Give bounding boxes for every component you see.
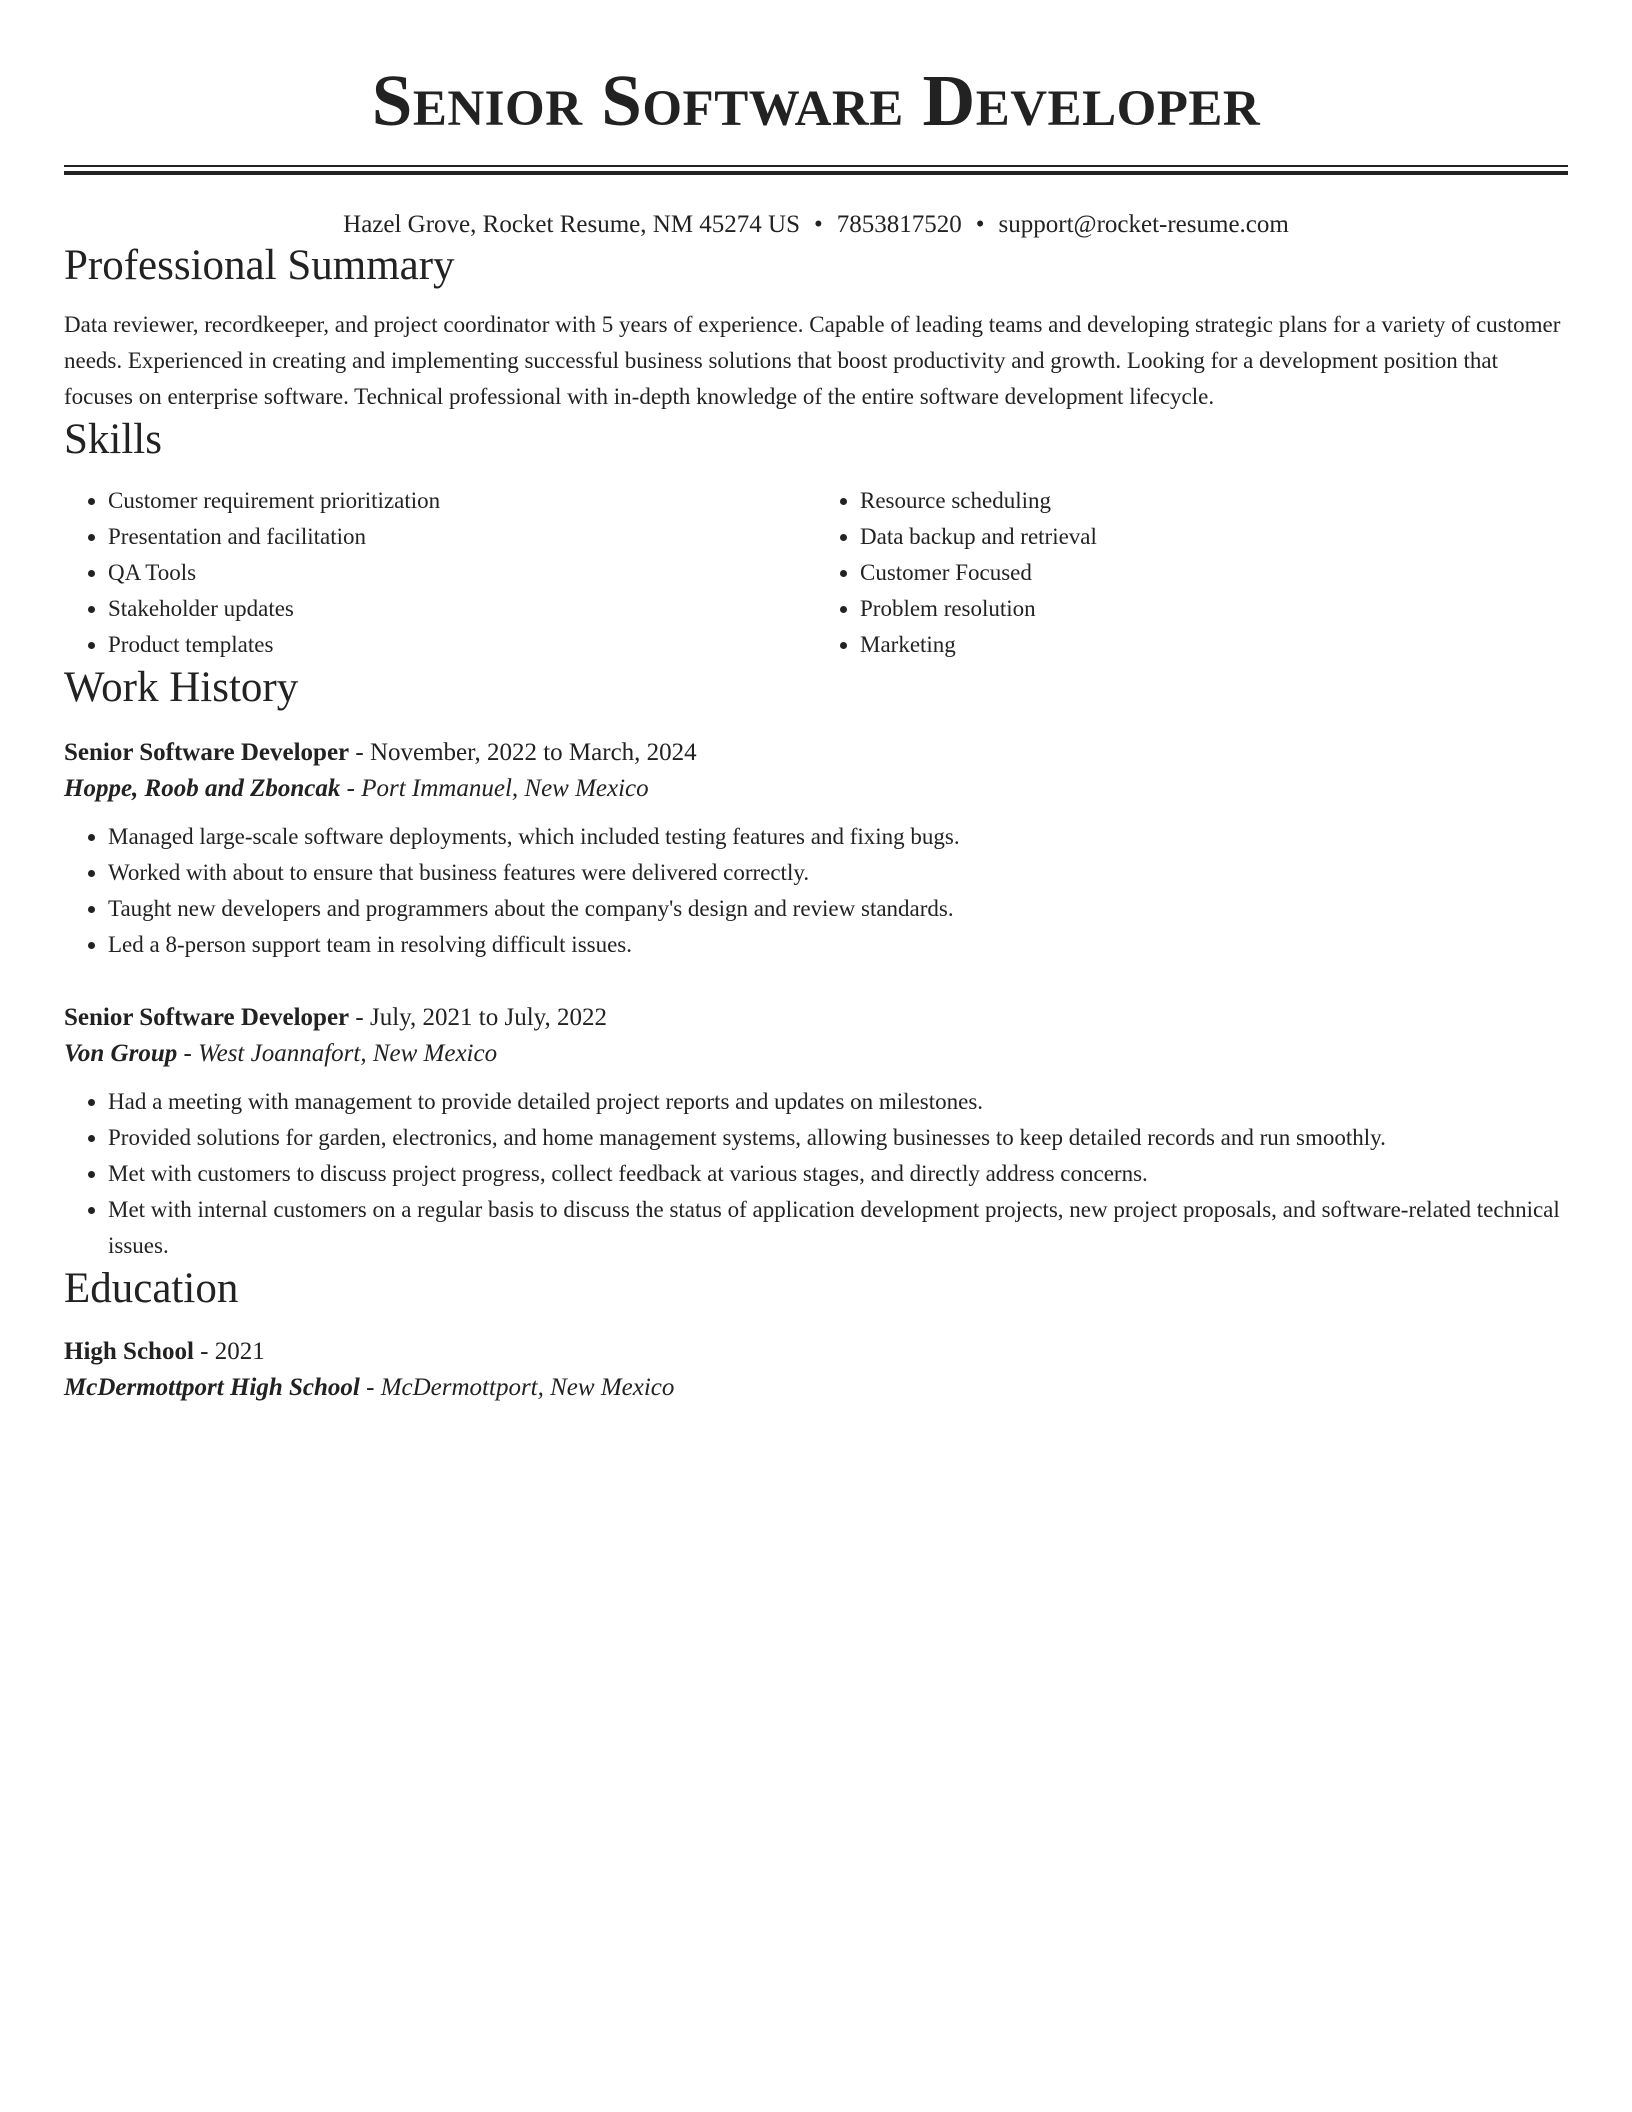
job-company: Hoppe, Roob and Zboncak	[64, 775, 341, 802]
skill-item: • Problem resolution	[860, 591, 1568, 627]
job-title: Senior Software Developer	[64, 739, 350, 766]
job-dates: - November, 2022 to March, 2024	[349, 739, 697, 766]
education-degree: High School	[64, 1338, 194, 1365]
education-school-line	[64, 1370, 1568, 1406]
job-company-line	[64, 1036, 1568, 1072]
job-title: Senior Software Developer	[64, 1004, 350, 1031]
skill-item: • Stakeholder updates	[108, 591, 816, 627]
contact-separator: •	[975, 211, 985, 238]
job-bullet: • Taught new developers and programmers about the company's design and review standards.	[108, 891, 1568, 927]
contact-line	[64, 209, 1568, 241]
job-bullet: • Led a 8-person support team in resolving difficult issues.	[108, 927, 1568, 963]
job-location: - West Joannafort, New Mexico	[177, 1040, 498, 1067]
contact-phone: 7853817520	[836, 211, 962, 238]
skill-item: • QA Tools	[108, 555, 816, 591]
header-divider	[64, 165, 1568, 175]
skill-item: • Presentation and facilitation	[108, 519, 816, 555]
skills-column-right	[816, 483, 1568, 663]
section-title-education: Education	[64, 1265, 239, 1312]
section-title-skills: Skills	[64, 416, 162, 463]
skill-item: • Resource scheduling	[860, 483, 1568, 519]
job-title-line	[64, 1000, 1568, 1036]
skill-item: • Data backup and retrieval	[860, 519, 1568, 555]
job-bullet: • Met with customers to discuss project progress, collect feedback at various stages, and directly address concerns.	[108, 1156, 1568, 1192]
job-bullet: • Worked with about to ensure that business features were delivered correctly.	[108, 855, 1568, 891]
job-company-line	[64, 771, 1568, 807]
job-entry	[64, 1000, 1568, 1264]
summary-text: Data reviewer, recordkeeper, and project coordinator with 5 years of experience. Capable of leading teams and developing strategic plans for a variety of customer needs. Experienced in creating and implementing successful business solutions that boost productivity and growth. Looking for a development position that focuses on enterprise software. Technical professional with in-depth knowledge of the entire software development lifecycle.	[64, 312, 1561, 409]
job-title-line	[64, 735, 1568, 771]
job-bullet: • Provided solutions for garden, electronics, and home management systems, allowing businesses to keep detailed records and run smoothly.	[108, 1120, 1568, 1156]
job-bullets	[64, 1084, 1568, 1264]
education-degree-line	[64, 1334, 1568, 1370]
contact-address: Hazel Grove, Rocket Resume, NM 45274 US	[343, 211, 801, 238]
contact-email: support@rocket-resume.com	[998, 211, 1289, 238]
job-bullets	[64, 819, 1568, 963]
skill-item: • Customer Focused	[860, 555, 1568, 591]
job-bullet: • Managed large-scale software deployments, which included testing features and fixing bugs.	[108, 819, 1568, 855]
job-entry	[64, 735, 1568, 963]
section-title-summary: Professional Summary	[64, 242, 455, 289]
job-dates: - July, 2021 to July, 2022	[349, 1004, 608, 1031]
education-entry	[64, 1334, 1568, 1406]
job-company: Von Group	[64, 1040, 178, 1067]
job-bullet: • Had a meeting with management to provide detailed project reports and updates on milestones.	[108, 1084, 1568, 1120]
skills-list	[64, 483, 1568, 663]
skill-item: • Marketing	[860, 627, 1568, 663]
job-bullet: • Met with internal customers on a regular basis to discuss the status of application development projects, new project proposals, and software-related technical issues.	[108, 1192, 1568, 1264]
job-location: - Port Immanuel, New Mexico	[340, 775, 649, 802]
section-title-work-history: Work History	[64, 664, 299, 711]
education-location: - McDermottport, New Mexico	[359, 1374, 675, 1401]
education-year: - 2021	[193, 1338, 265, 1365]
skill-item: • Customer requirement prioritization	[108, 483, 816, 519]
education-school: McDermottport High School	[64, 1374, 360, 1401]
contact-separator: •	[814, 211, 823, 238]
skills-column-left	[64, 483, 816, 663]
resume-name-heading: Senior Software Developer	[371, 60, 1261, 141]
skill-item: • Product templates	[108, 627, 816, 663]
